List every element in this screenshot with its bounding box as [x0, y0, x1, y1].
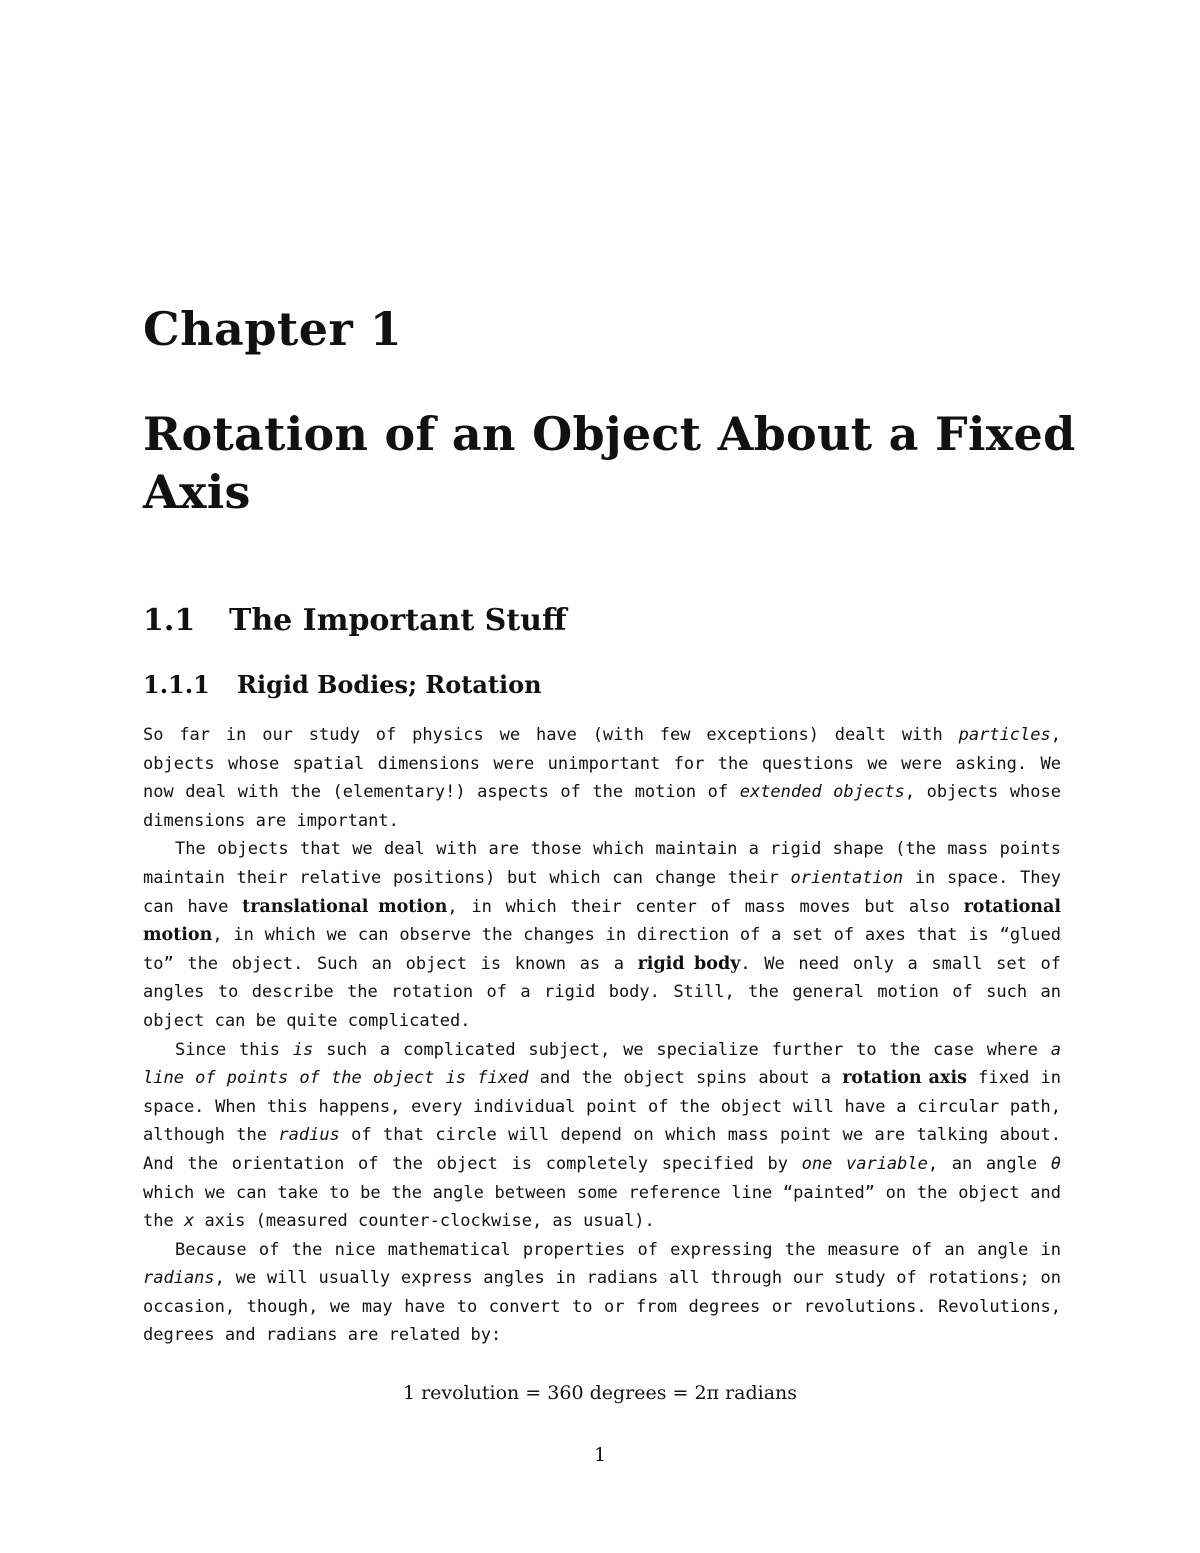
math-symbol: θ [1050, 1153, 1061, 1174]
emphasis-term: is [292, 1039, 314, 1060]
text-run: . We need only a small set of angles to describe the rotation of a rigid body. Still, the general motion of such an object can be quite complicated. [143, 953, 1061, 1031]
chapter-title: Rotation of an Object About a Fixed Axis [143, 407, 1076, 519]
subsection-heading [143, 670, 542, 699]
subsection-number: 1.1.1 [143, 670, 210, 699]
emphasis-term: orientation [790, 867, 904, 888]
section-title: The Important Stuff [229, 603, 567, 638]
text-run: The objects that we deal with are those which maintain a rigid shape (the mass points maintain their relative positions) but which can change their [143, 839, 1061, 888]
text-run: Because of the nice mathematical properties of expressing the measure of an angle in [175, 1239, 1061, 1260]
text-run: and the object spins about a [528, 1068, 843, 1089]
text-run: in space. They can have [143, 867, 1061, 917]
text-run: , an angle [927, 1153, 1051, 1174]
section-heading [143, 603, 567, 638]
emphasis-term: a line of points of the object is fixed [143, 1039, 1061, 1089]
text-run: such a complicated subject, we specialize further to the case where [313, 1039, 1051, 1060]
body-text [143, 721, 1061, 1350]
text-run: , in which their center of mass moves but also [447, 896, 964, 917]
display-equation: 1 revolution = 360 degrees = 2π radians [402, 1382, 798, 1404]
text-run: Since this [175, 1039, 293, 1060]
math-symbol: x [183, 1211, 195, 1232]
text-run: , we will usually express angles in radians all through our study of rotations; on occasion, though, we may have to convert to or from degrees or revolutions. Revolutions, degrees and radians are related by: [143, 1268, 1061, 1346]
chapter-label: Chapter 1 [143, 302, 403, 356]
emphasis-term: radius [278, 1125, 340, 1146]
bold-term: rotation axis [842, 1068, 967, 1089]
text-run: , in which we can observe the changes in direction of a set of axes that is “glued to” the object. Such an object is known as a [143, 925, 1061, 974]
paragraph-1 [143, 721, 1061, 835]
text-run: which we can take to be the angle between some reference line “painted” on the object and the [143, 1182, 1061, 1232]
paragraph-4 [143, 1236, 1061, 1350]
text-run: So far in our study of physics we have (with few exceptions) dealt with [143, 725, 959, 745]
text-run: fixed in space. When this happens, every individual point of the object will have a circular path, although the [143, 1068, 1062, 1146]
text-run: of that circle will depend on which mass point we are talking about. And the orientation of the object is completely specified by [143, 1125, 1061, 1174]
paragraph-3 [143, 1036, 1061, 1236]
subsection-title: Rigid Bodies; Rotation [237, 670, 542, 699]
page-number: 1 [593, 1444, 607, 1466]
emphasis-term: radians [143, 1268, 215, 1289]
emphasis-term: one variable [801, 1153, 928, 1174]
bold-term: translational motion [242, 896, 448, 917]
bold-term: rotational motion [143, 896, 1061, 946]
bold-term: rigid body [637, 953, 741, 974]
text-run: , objects whose dimensions are important. [143, 782, 1061, 831]
text-run: , objects whose spatial dimensions were unimportant for the questions we were asking. We now deal with the (elementary!) aspects of the motion of [143, 725, 1061, 803]
paragraph-2 [143, 835, 1061, 1035]
text-run: axis (measured counter-clockwise, as usual). [194, 1211, 655, 1232]
emphasis-term: extended objects [739, 782, 905, 803]
emphasis-term: particles [958, 725, 1051, 745]
section-number: 1.1 [143, 603, 196, 638]
